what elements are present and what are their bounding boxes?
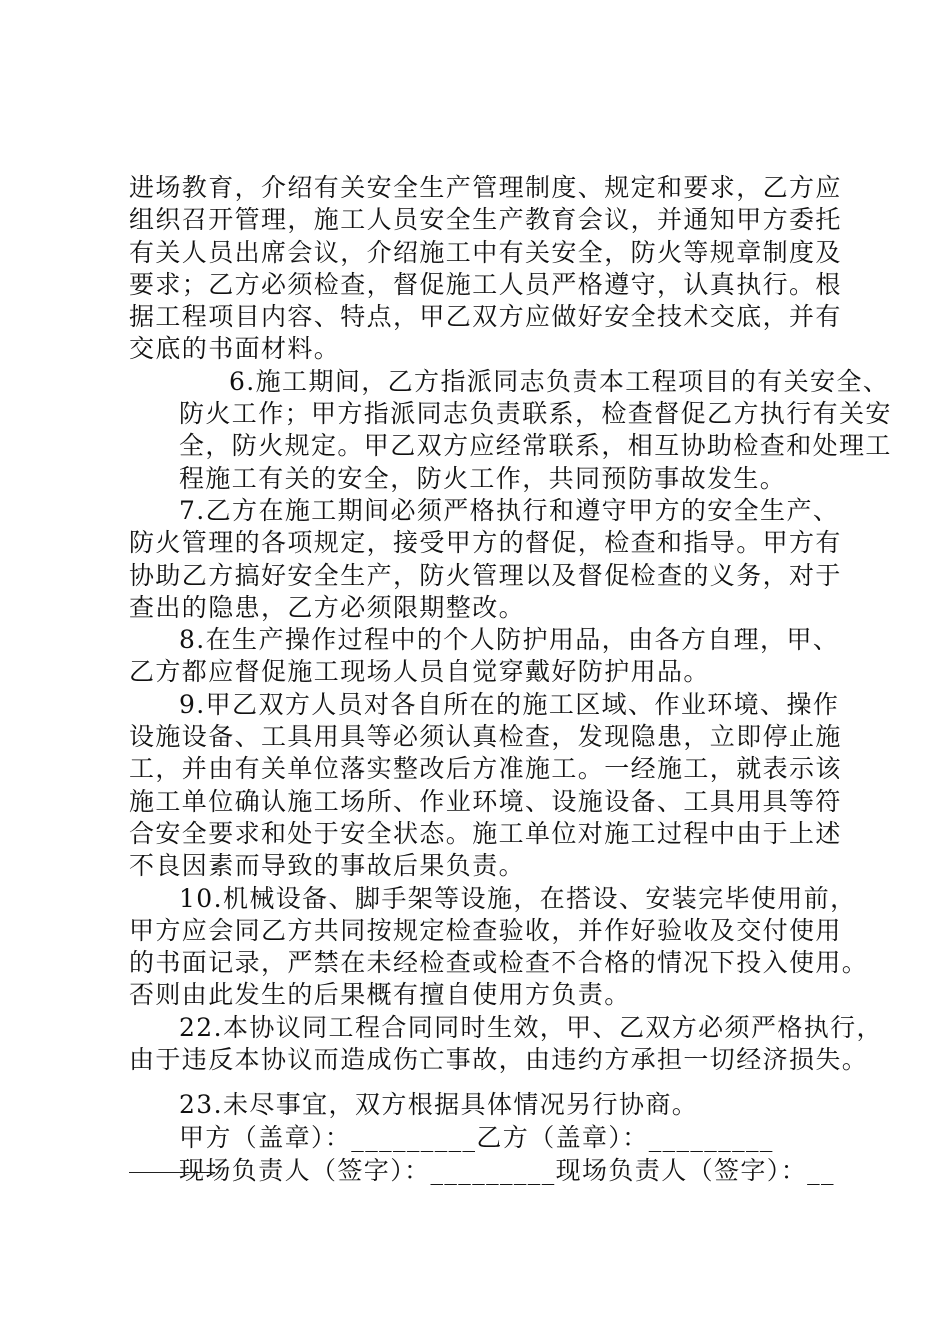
text-line: 否则由此发生的后果概有擅自使用方负责。 — [129, 980, 631, 1010]
text-line: 由于违反本协议而造成伤亡事故，由违约方承担一切经济损失。 — [129, 1045, 869, 1075]
paragraph-clause-8 — [129, 624, 859, 689]
clause-23-text: 23.未尽事宜，双方根据具体情况另行协商。 — [179, 1090, 699, 1119]
document-body — [129, 172, 892, 1076]
text-line: 据工程项目内容、特点，甲乙双方应做好安全技术交底，并有 — [129, 302, 842, 332]
text-line: 组织召开管理，施工人员安全生产教育会议，并通知甲方委托 — [129, 205, 842, 235]
text-line: 10.机械设备、脚手架等设施，在搭设、安装完毕使用前， — [179, 883, 857, 913]
text-line: 9.甲乙双方人员对各自所在的施工区域、作业环境、操作 — [179, 689, 840, 719]
paragraph-safety-education — [129, 172, 859, 366]
text-line: 有关人员出席会议，介绍施工中有关安全，防火等规章制度及 — [129, 237, 842, 267]
paragraph-clause-6 — [129, 366, 892, 495]
text-line: 乙方都应督促施工现场人员自觉穿戴好防护用品。 — [129, 657, 710, 687]
text-line: 防火管理的各项规定，接受甲方的督促，检查和指导。甲方有 — [129, 528, 842, 558]
text-line: 进场教育，介绍有关安全生产管理制度、规定和要求，乙方应 — [129, 173, 842, 202]
text-line: 查出的隐患，乙方必须限期整改。 — [129, 592, 526, 622]
text-line: 合安全要求和处于安全状态。施工单位对施工过程中由于上述 — [129, 818, 842, 848]
text-line: 6.施工期间，乙方指派同志负责本工程项目的有关安全、 — [229, 366, 890, 396]
signature-block — [129, 1088, 859, 1187]
text-line: 甲方应会同乙方共同按规定检查验收，并作好验收及交付使用 — [129, 915, 842, 945]
text-line: 22.本协议同工程合同同时生效，甲、乙双方必须严格执行， — [179, 1012, 883, 1042]
paragraph-clause-10 — [129, 883, 869, 1012]
signature-underline-continuation — [129, 1172, 215, 1173]
text-line: 施工单位确认施工场所、作业环境、设施设备、工具用具等符 — [129, 786, 842, 816]
text-line: 设施设备、工具用具等必须认真检查，发现隐患，立即停止施 — [129, 722, 842, 752]
site-manager-signature-line: 现场负责人（签字）：_________现场负责人（签字）：__ — [179, 1156, 835, 1185]
paragraph-clause-9 — [129, 689, 859, 883]
paragraph-clause-7 — [129, 495, 859, 624]
text-line: 全，防火规定。甲乙双方应经常联系，相互协助检查和处理工 — [179, 431, 892, 461]
text-line: 交底的书面材料。 — [129, 334, 341, 364]
paragraph-clause-22 — [129, 1012, 883, 1077]
text-line: 的书面记录，严禁在未经检查或检查不合格的情况下投入使用。 — [129, 948, 869, 978]
text-line: 协助乙方搞好安全生产，防火管理以及督促检查的义务，对于 — [129, 560, 842, 590]
text-line: 防火工作；甲方指派同志负责联系，检查督促乙方执行有关安 — [179, 399, 892, 429]
text-line: 7.乙方在施工期间必须严格执行和遵守甲方的安全生产、 — [179, 495, 840, 525]
text-line: 要求；乙方必须检查，督促施工人员严格遵守，认真执行。根 — [129, 269, 842, 299]
text-line: 8.在生产操作过程中的个人防护用品，由各方自理，甲、 — [179, 625, 840, 655]
party-seal-line: 甲方（盖章）：_________乙方（盖章）：_________ — [179, 1123, 774, 1152]
text-line: 程施工有关的安全，防火工作，共同预防事故发生。 — [179, 463, 787, 493]
text-line: 工，并由有关单位落实整改后方准施工。一经施工，就表示该 — [129, 754, 842, 784]
text-line: 不良因素而导致的事故后果负责。 — [129, 851, 526, 881]
